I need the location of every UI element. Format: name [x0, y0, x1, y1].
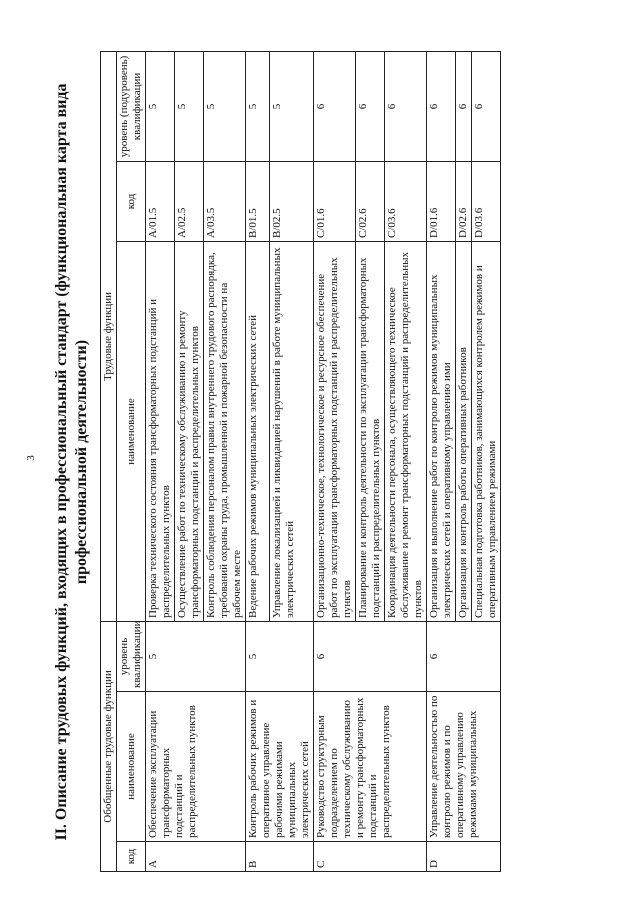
function-level: 5: [175, 51, 204, 161]
header-g-code: код: [117, 842, 146, 872]
function-name: Специальная подготовка работников, занимающихся контролем режимов и оперативным управлением режимами: [472, 241, 501, 621]
page-title: [52, 52, 92, 872]
table-row: [246, 51, 270, 871]
generalized-name: Контроль рабочих режимов и оперативное управление рабочими режимами муниципальных электрических сетей: [246, 692, 314, 842]
header-g-level: уровень квалификации: [117, 621, 146, 691]
title-line-2: профессиональной деятельности): [73, 339, 90, 585]
header-f-level: уровень (подуровень) квалификации: [117, 51, 146, 161]
function-code: D/02.6: [456, 161, 472, 241]
function-code: D/01.6: [427, 161, 456, 241]
function-level: 6: [314, 51, 356, 161]
function-name: Организационно-техническое, технологическое и ресурсное обеспечение работ по эксплуатации трансформаторных подстанций и распределительных пунктов: [314, 241, 356, 621]
table-row: [146, 51, 175, 871]
header-generalized: Обобщенные трудовые функции: [101, 621, 117, 871]
generalized-code: B: [246, 842, 314, 872]
function-name: Ведение рабочих режимов муниципальных электрических сетей: [246, 241, 270, 621]
function-code: C/03.6: [385, 161, 427, 241]
function-level: 5: [270, 51, 314, 161]
function-code: A/03.5: [204, 161, 246, 241]
function-code: B/01.5: [246, 161, 270, 241]
generalized-level: 5: [246, 621, 314, 691]
function-level: 6: [456, 51, 472, 161]
generalized-name: Руководство структурным подразделением по техническому обслуживанию и ремонту трансформаторных подстанций и распределительных пунктов: [314, 692, 427, 842]
generalized-level: 6: [314, 621, 427, 691]
header-row-sub: [117, 51, 146, 871]
generalized-level: 5: [146, 621, 246, 691]
title-line-1: II. Описание трудовых функций, входящих в профессиональный стандарт (функциональная карта вида: [53, 83, 70, 841]
rotated-document: [52, 52, 612, 872]
function-level: 5: [204, 51, 246, 161]
function-code: D/03.6: [472, 161, 501, 241]
functions-table: [100, 51, 501, 872]
header-labor: Трудовые функции: [101, 51, 117, 621]
function-name: Управление локализацией и ликвидацией нарушений в работе муниципальных электрических сетей: [270, 241, 314, 621]
function-code: C/02.6: [356, 161, 385, 241]
header-f-code: код: [117, 161, 146, 241]
page-number: 3: [24, 455, 37, 461]
function-name: Осуществление работ по техническому обслуживанию и ремонту трансформаторных подстанций и распределительных пунктов: [175, 241, 204, 621]
table-body: [146, 51, 501, 871]
function-name: Планирование и контроль деятельности по эксплуатации трансформаторных подстанций и распределительных пунктов: [356, 241, 385, 621]
function-level: 6: [385, 51, 427, 161]
function-code: C/01.6: [314, 161, 356, 241]
header-g-name: наименование: [117, 692, 146, 842]
function-name: Организация и выполнение работ по контролю режимов муниципальных электрических сетей и оперативному управлению ими: [427, 241, 456, 621]
generalized-code: C: [314, 842, 427, 872]
function-level: 5: [246, 51, 270, 161]
generalized-code: A: [146, 842, 246, 872]
function-name: Контроль соблюдения персоналом правил внутреннего трудового распорядка, требований охраны труда, промышленной и пожарной безопасности на рабочем месте: [204, 241, 246, 621]
generalized-name: Управление деятельностью по контролю режимов и по оперативному управлению режимами муниципальных: [427, 692, 501, 842]
function-name: Проверка технического состояния трансформаторных подстанций и распределительных пунктов: [146, 241, 175, 621]
function-name: Организация и контроль работы оперативных работников: [456, 241, 472, 621]
generalized-name: Обеспечение эксплуатации трансформаторных подстанций и распределительных пунктов: [146, 692, 246, 842]
table-row: [314, 51, 356, 871]
function-level: 6: [356, 51, 385, 161]
generalized-code: D: [427, 842, 501, 872]
function-level: 6: [427, 51, 456, 161]
table-row: [427, 51, 456, 871]
function-code: A/01.5: [146, 161, 175, 241]
generalized-level: 6: [427, 621, 501, 691]
header-f-name: наименование: [117, 241, 146, 621]
function-level: 5: [146, 51, 175, 161]
header-row-top: [101, 51, 117, 871]
function-code: A/02.5: [175, 161, 204, 241]
function-level: 6: [472, 51, 501, 161]
function-name: Координация деятельности персонала, осуществляющего техническое обслуживание и ремонт трансформаторных подстанций и распределительных пунктов: [385, 241, 427, 621]
function-code: B/02.5: [270, 161, 314, 241]
